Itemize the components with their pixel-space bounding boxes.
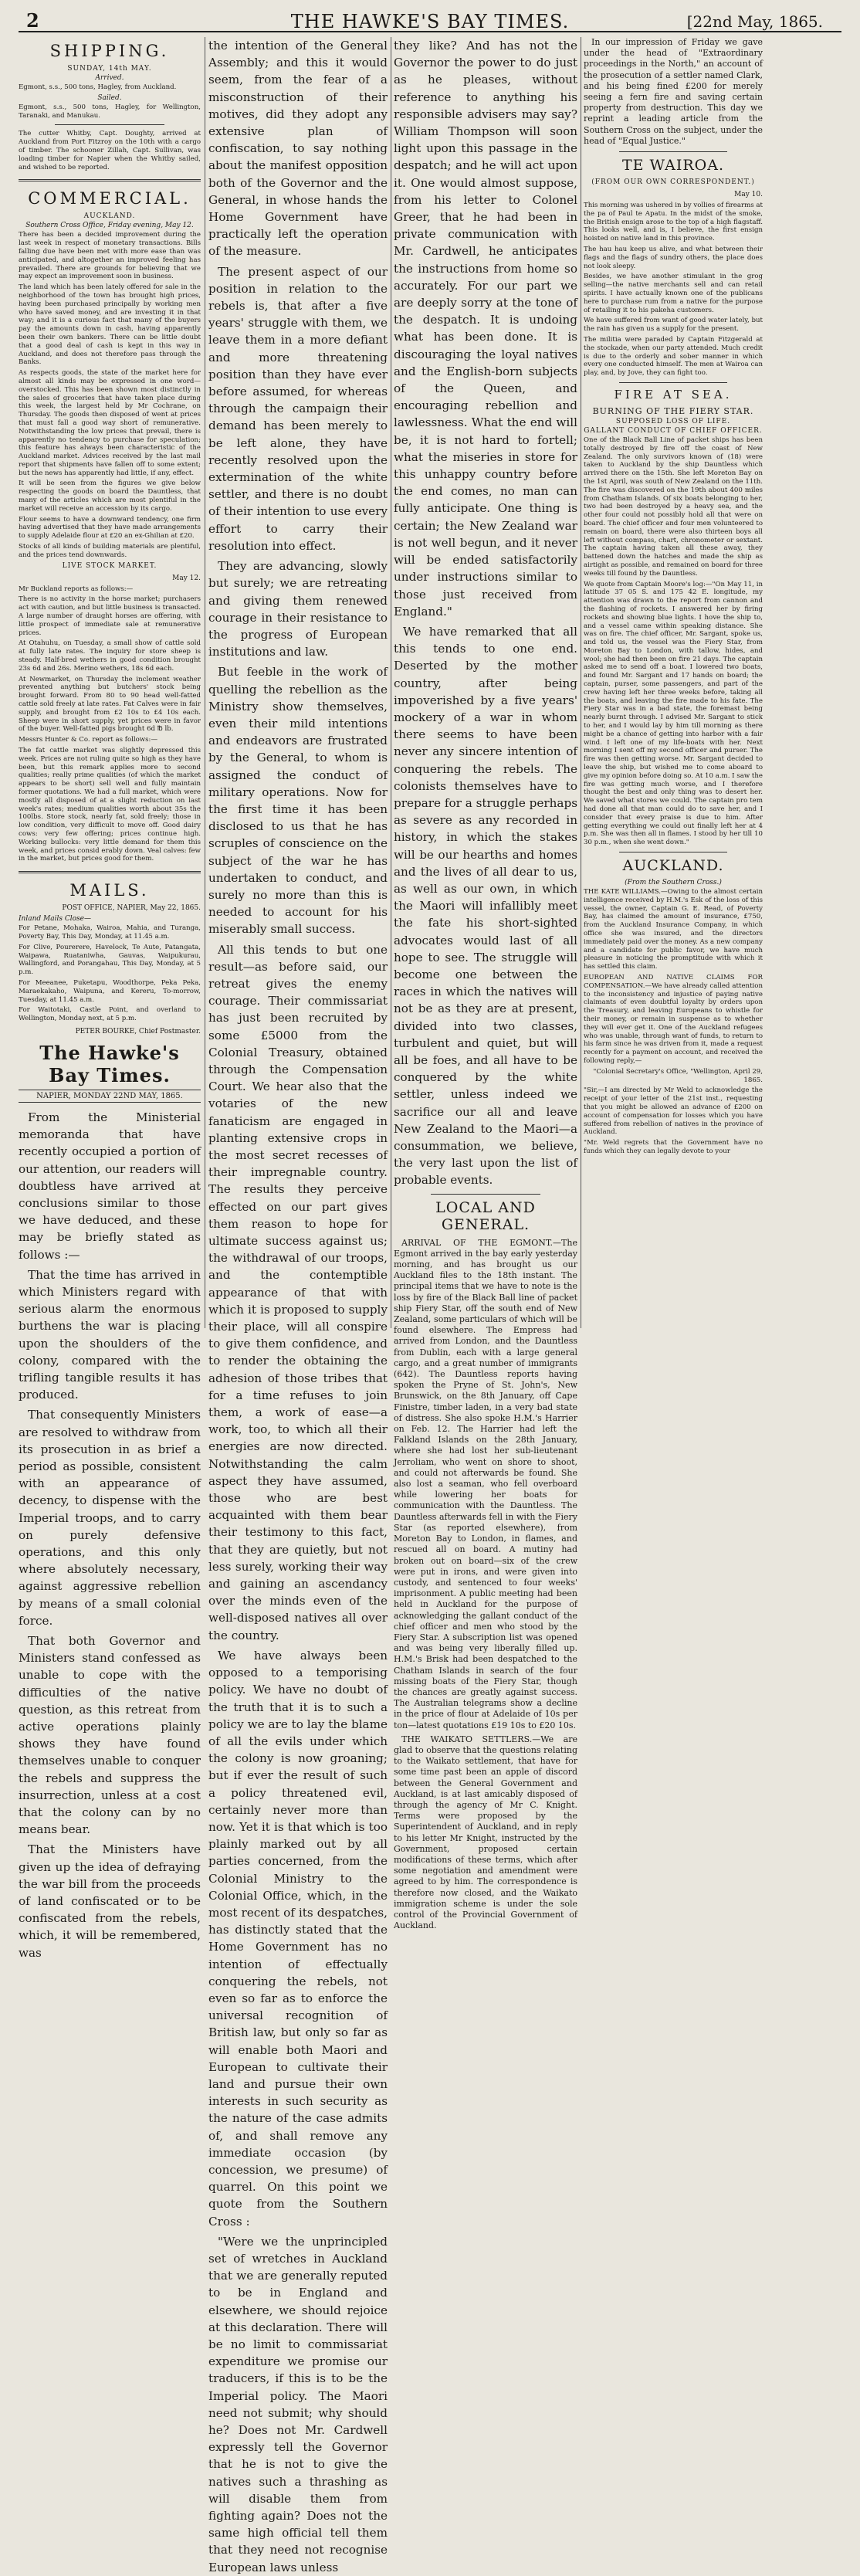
- masthead: [0, 0, 860, 32]
- divider: [19, 871, 201, 873]
- livestock-date: May 12.: [172, 574, 201, 582]
- divider: [19, 179, 201, 181]
- fire-heading: FIRE AT SEA.: [614, 387, 733, 402]
- column-4: [584, 37, 763, 1328]
- auckland-paragraph: EUROPEAN AND NATIVE CLAIMS FOR COMPENSATION.—We have already called attention to the inconsistency and injustice of paying native claimants of even doubtful loyalty by orders upon the Treasury, and leaving Europeans to whistle for their money, or remain in suspense as to whether they will ever get it. One of the Auckland refugees who was unable, through want of funds, to return to his farm since he was driven from it, made a request recently for a payment on account, and received the following reply,—: [584, 973, 763, 1065]
- commercial-heading: COMMERCIAL.: [28, 189, 191, 208]
- mail-item: For Meeanee, Puketapu, Woodthorpe, Peka Peka, Maraekakaho, Waipuna, and Kereru, To-morrow, Tuesday, at 11.45 a.m.: [19, 978, 201, 1004]
- fire-paragraph: One of the Black Ball Line of packet ships has been totally destroyed by fire off the coast of New Zealand. The only survivors known of (18) were taken to Auckland by the ship Dauntless which arrived there on the 15th. She left Moreton Bay on the 1st April, was south of New Zealand on the 11th. The fire was discovered on the 19th about 400 miles from Chatham Islands. Of six boats belonging to her, two had been destroyed by a heavy sea, and the other four could not possibly hold all that were on board. The chief officer and four men volunteered to remain on board, there were also thirteen boys all left without compass, chart, chronometer or sextant. The captain having taken all these away, they battened down the hatches and made the ship as airtight as possible, and remained on board for three weeks till found by the Dauntless.: [584, 436, 763, 578]
- commercial-office: Southern Cross Office, Friday evening, May 12.: [25, 222, 194, 230]
- commercial-paragraph: As respects goods, the state of the market here for almost all kinds may be expressed in one word—overstocked. This has been shown most distinctly in the sales of groceries that have taken place during this week, the largest held by Mr Cochrane, on Thursday. The goods then disposed of went at prices that must fall a good way short of remunerative. Notwithstanding the low prices that prevail, there is apparently no tendency to purchase for speculation; this feature has always been characteristic of the Auckland market. Advices received by the last mail report that shipments have fallen off to some extent; but the news has apparently had little, if any, effect.: [19, 369, 201, 477]
- newspaper-title: THE HAWKE'S BAY TIMES.: [290, 11, 570, 32]
- editorial-paragraph: they like? And has not the Governor the power to do just as he pleases, without reference to anything his responsible advisers may say? William Thompson will soon light upon this passage in the despatch; and he will act upon it. One would almost suppose, from his letter to Colonel Greer, that he had been in private communication with Mr. Cardwell, he anticipates the instructions from home so accurately. For our part we are deeply sorry at the tone of the despatch. It is undoing what has been done. It is discouraging the loyal natives and the English-born subjects of the Queen, and encouraging rebellion and lawlessness. What the end will be, it is not hard to fortell; what the miseries in store for this unhappy country before the end comes, no man can fully anticipate. One thing is certain; the New Zealand war is not well begun, and it never will be ended satisfactorily under instructions similar to those just received from England.": [394, 39, 577, 619]
- arrived-item: Egmont, s.s., 500 tons, Hagley, from Auckland.: [19, 83, 177, 91]
- fire-subheading-2: SUPPOSED LOSS OF LIFE.: [615, 417, 731, 425]
- auckland-paragraph: "Mr. Weld regrets that the Government have no funds which they can legally devote to your: [584, 1139, 763, 1155]
- page-number: 2: [26, 9, 39, 32]
- intro-paragraph: In our impression of Friday we gave under the head of "Extraordinary proceedings in the North," an account of the prosecution of a settler named Clark, and his being fined £200 for merely seeing a fern fire and saving certain property from destruction. This day we reprint a leading article from the Southern Cross on the subject, under the head of "Equal Justice.": [584, 37, 763, 146]
- commercial-paragraph: The land which has been lately offered for sale in the neighborhood of the town has brought high prices, having been purchased principally by working men who have saved money, and are investing it in that way; and it is a curious fact that many of the buyers pay the amounts down in cash, having apparently been their own bankers. There can be little doubt that a good deal of cash is kept in this way in Auckland, and does not therefore pass through the Banks.: [19, 283, 201, 367]
- editorial-masthead: The Hawke's Bay Times.: [39, 1041, 180, 1086]
- divider: [55, 124, 164, 125]
- fire-subheading-3: GALLANT CONDUCT OF CHIEF OFFICER.: [584, 426, 763, 435]
- column-2: [208, 37, 388, 2574]
- editorial-paragraph: "Were we the unprincipled set of wretches in Auckland that we are generally reputed to be in England and elsewhere, we should rejoice at this declaration. There will be no limit to commissariat expenditure we promise our traducers, if this is to be the Imperial policy. The Maori need not submit; why should he? Does not Mr. Cardwell expressly tell the Governor that he is not to give the natives such a thrashing as will disable them from fighting again? Does not the same high official tell them that they need not recognise European laws unless: [208, 2234, 388, 2574]
- livestock-label: LIVE STOCK MARKET.: [62, 561, 157, 570]
- livestock-paragraph: At Otahuhu, on Tuesday, a small show of cattle sold at fully late rates. The inquiry for store sheep is steady. Half-bred wethers in good condition brought 23s 6d and 26s. Merino wethers, 18s 6d each.: [19, 639, 201, 673]
- livestock-paragraph: There is no activity in the horse market; purchasers act with caution, and but little business is transacted. A large number of draught horses are offering, with little prospect of immediate sale at remunerative prices.: [19, 595, 201, 637]
- local-paragraph: ARRIVAL OF THE EGMONT.—The Egmont arrived in the bay early yesterday morning, and has brought us our Auckland files to the 18th instant. The principal items that we have to note is the loss by fire of the Black Ball line of packet ship Fiery Star, off the south end of New Zealand, some particulars of which will be found elsewhere. The Empress had arrived from London, and the Dauntless from Dublin, each with a large general cargo, and a great number of immigrants (642). The Dauntless reports having spoken the Pryne of St. John's, New Brunswick, on the 8th January, off Cape Finistre, timber laden, in a very bad state of distress. She also spoke H.M.'s Harrier on Feb. 12. The Harrier had left the Falkland Islands on the 28th January, where she had lost her sub-lieutenant Jerroliam, who went on shore to shoot, and could not afterwards be found. She also lost a seaman, who fell overboard while lowering her boats for communication with the Dauntless. The Dauntless afterwards fell in with the Fiery Star (as reported elsewhere), from Moreton Bay to London, in flames, and rescued all on board. A mutiny had broken out on board—six of the crew were put in irons, and were given into custody, and sentenced to four weeks' imprisonment. A public meeting had been held in Auckland for the purpose of acknowledging the gallant conduct of the chief officer and men who stood by the Fiery Star. A subscription list was opened and was being very liberally filled up. H.M.'s Brisk had been despatched to the Chatham Islands in search of the four missing boats of the Fiery Star, though the chances are greatly against success. The Australian telegrams show a decline in the price of flour at Adelaide of 10s per ton—latest quotations £19 10s to £20 10s.: [394, 1237, 577, 1730]
- fire-subheading: BURNING OF THE FIERY STAR.: [592, 405, 754, 416]
- fire-paragraph: We quote from Captain Moore's log:—"On May 11, in latitude 37 05 S. and 175 42 E. longitude, my attention was drawn to the report from cannon and the flashing of rockets. I answered her by firing rockets and showing blue lights. I hove the ship to, and a vessel came within speaking distance. She was on fire. The chief officer, Mr. Sargant, spoke us, and told us, the vessel was the Fiery Star, from Moreton Bay to London, with tallow, hides, and wool; she had then been on fire 21 days. The captain asked me to send off a boat. I lowered two boats, and found Mr. Sargant and 17 hands on board; the captain, purser, some passengers, and part of the crew having left her three weeks before, taking all the boats, and leaving the fire made to his fate. The Fiery Star was in a bad state, the foremast being nearly burnt through. I advised Mr. Sargant to stick to her, and I would lay by him till morning as there might be a chance of getting into harbor with a fair wind. I left one of my life-boats with her. Next morning I sent off my second officer and purser. The fire was then getting worse. Mr. Sargant decided to leave the ship, but wished me to come aboard to give my opinion before doing so. At 10 a.m. I saw the fire was getting much worse, and I therefore thought the best and only thing was to desert her. We saved what stores we could. The captain pro tem had done all that man could do to save her, and I consider that every praise is due to him. After getting everything we could out finally left her at 4 p.m. She was then all in flames. I stood by her till 10 30 p.m., when she went down.": [584, 580, 763, 847]
- mail-item: For Clive, Pourerere, Havelock, Te Aute, Patangata, Waipawa, Ruataniwha, Gauvas, Waipukurau, Wallingford, and Porangahau, This Day, Monday, at 5 p.m.: [19, 943, 201, 977]
- mails-label: Inland Mails Close—: [19, 915, 91, 924]
- arrived-label: Arrived.: [95, 74, 124, 82]
- commercial-paragraph: There has been a decided improvement during the last week in respect of monetary transactions. Bills falling due have been met with more ease than was anticipated, and altogether an improved feeling has prevailed. There are grounds for believing that we may expect an improvement soon in business.: [19, 231, 201, 281]
- wairoa-heading: TE WAIROA.: [621, 157, 725, 175]
- editorial-paragraph: We have remarked that all this tends to one end. Deserted by the mother country, after being impoverished by a five years' mockery of a war in whom there seems to have been never any sincere intention of conquering the rebels. The colonists themselves have to prepare for a struggle perhaps as severe as any recorded in history, in which the stakes will be our hearths and homes and the lives of all dear to us, as well as our own, in which the Maori will infallibly meet the fate his short-sighted advocates would last of all hope to see. The struggle will become one between the races in which the natives will not be as they are at present, divided into two classes, turbulent and quiet, but will all be foes, and all have to be conquered by the white settler, unless indeed we sacrifice our all and leave New Zealand to the Maori—a consummation, we believe, the very last upon the list of probable events.: [394, 624, 577, 1188]
- wairoa-date: May 10.: [734, 191, 763, 199]
- shipping-note: The cutter Whitby, Capt. Doughty, arrived at Auckland from Port Fitzroy on the 10th with a cargo of timber. The schooner Zillah, Capt. Sullivan, was loading timber for Napier when the Whitby sailed, and wished to be reported.: [19, 130, 201, 171]
- wairoa-paragraph: Besides, we have another stimulant in the grog selling—the native merchants sell and can retail spirits. I have actually known one of the publicans here to purchase rum from a native for the purpose of retailing it to his pakeha customers.: [584, 273, 763, 314]
- wairoa-paragraph: The militia were paraded by Captain Fitzgerald at the stockade, when our party attended. Much credit is due to the orderly and sober manner in which every one conducted himself. The men at Wairoa can play, and, by Jove, they can fight too.: [584, 335, 763, 378]
- editorial-paragraph: the intention of the General Assembly; and this it would seem, from the fear of a misconstruction of their motives, did they adopt any extensive plan of confiscation, to say nothing about the manifest opposition both of the Governor and the General, in whose hands the Home Government have practically left the operation of the measure.: [208, 39, 388, 259]
- editorial-paragraph: From the Ministerial memoranda that have recently occupied a portion of our attention, our readers will doubtless have arrived at conclusions similar to those we have deduced, and these may be briefly stated as follows :—: [19, 1110, 201, 1262]
- auckland-letterhead: "Colonial Secretary's Office, "Wellington, April 29, 1865.: [593, 1067, 763, 1084]
- shipping-heading: SHIPPING.: [49, 42, 170, 60]
- issue-date: [22nd May, 1865.: [686, 12, 823, 31]
- editorial-paragraph: We have always been opposed to a temporising policy. We have no doubt of the truth that it is to such a policy we are to lay the blame of all the evils under which the colony is now groaning; but if ever the result of such a policy threatened evil, certainly never more than now. Yet it is that which is too plainly marked out by all parties concerned, from the Colonial Ministry to the Colonial Office, which, in the most recent of its despatches, has distinctly stated that the Home Government has no intention of effectually conquering the rebels, not even so far as to enforce the universal recognition of British law, but only so far as will enable both Maori and European to cultivate their land and pursue their own interests in such security as the nature of the case admits of, and shall remove any immediate occasion (by concession, we presume) of quarrel. On this point we quote from the Southern Cross :: [208, 1648, 388, 2229]
- editorial-paragraph: That the time has arrived in which Ministers regard with serious alarm the enormous burthens the war is placing upon the shoulders of the colony, compared with the trifling tangible results it has produced.: [19, 1267, 201, 1402]
- editorial-paragraph: That the Ministers have given up the idea of defraying the war bill from the proceeds of land confiscated or to be confiscated from the rebels, which, it will be remembered, was: [19, 1842, 201, 1960]
- commercial-paragraph: Stocks of all kinds of building materials are plentiful, and the prices tend downwards.: [19, 543, 201, 559]
- wairoa-paragraph: The hau hau keep us alive, and what between their flags and the flags of sundry others, the place does not look sleepy.: [584, 246, 763, 270]
- column-1: [19, 37, 201, 1960]
- mails-office: POST OFFICE, NAPIER, May 22, 1865.: [62, 904, 201, 913]
- editorial-paragraph: That consequently Ministers are resolved to withdraw from its prosecution in as brief a period as possible, consistent with an appearance of decency, to dispense with the Imperial troops, and to carry on purely defensive operations, and this only where absolutely necessary, against aggressive rebellion by means of a small colonial force.: [19, 1408, 201, 1628]
- commercial-paragraph: It will be seen from the figures we give below respecting the goods on board the Dauntless, that many of the articles which are most plentiful in the market will receive an accession by its cargo.: [19, 480, 201, 513]
- livestock-paragraph: The fat cattle market was slightly depressed this week. Prices are not ruling quite so high as they have been, but this remark applies more to second qualities; really prime qualities (of which the market appears to be short) sell well and fully maintain former quotations. We had a full market, which were mostly all disposed of at a slight reduction on last week's rates; medium qualities worth about 35s the 100lbs. Store stock, nearly fat, sold freely; those in low condition, very difficult to move off. Good dairy cows: very few offering; prices continue high. Working bullocks: very little demand for them this week, and prices consid erably down. Veal calves: few in the market, but prices good for them.: [19, 747, 201, 863]
- mail-item: For Petane, Mohaka, Wairoa, Mahia, and Turanga, Poverty Bay, This Day, Monday, at 11.45 a.m.: [19, 924, 201, 941]
- masthead-rule: [19, 31, 841, 32]
- sailed-item: Egmont, s.s., 500 tons, Hagley, for Wellington, Taranaki, and Manukau.: [19, 103, 201, 120]
- editorial-paragraph: All this tends to but one result—as before said, our retreat gives the enemy courage. Their commissariat has just been recruited by some £5000 from the Colonial Treasury, obtained through the Compensation Court. We hear also that the votaries of the new fanaticism are engaged in planting extensive crops in the most secret recesses of their impregnable country. The results they perceive effected on our part gives them reason to hope for ultimate success against us; the withdrawal of our troops, and the contemptible appearance of that with which it is proposed to supply their place, will all conspire to give them confidence, and to render the obtaining the adhesion of those tribes that for a time refuses to join them, a work of ease—a work, too, to which all their energies are now directed. Notwithstanding the calm aspect they have assumed, those who are best acquainted with them bear their testimony to this fact, that they are quietly, but not less surely, working their way and gaining an ascendancy over the minds even of the well-disposed natives all over the country.: [208, 942, 388, 1642]
- wairoa-subheading: (FROM OUR OWN CORRESPONDENT.): [591, 178, 755, 187]
- mail-item: For Waitotaki, Castle Point, and overland to Wellington, Monday next, at 5 p.m.: [19, 1006, 201, 1023]
- livestock-paragraph: Mr Buckland reports as follows:—: [19, 585, 134, 593]
- column-3: [394, 37, 577, 1931]
- editorial-date: NAPIER, MONDAY 22ND MAY, 1865.: [19, 1090, 201, 1103]
- editorial-paragraph: That both Governor and Ministers stand confessed as unable to cope with the difficulties of the native question, as this retreat from active operations plainly shows they have found themselves unable to conquer the rebels and suppress the insurrection, unless at a cost that the colony can by no means bear.: [19, 1634, 201, 1837]
- auckland-paragraph: "Sir,—I am directed by Mr Weld to acknowledge the receipt of your letter of the 21st inst., requesting that you might be allowed an advance of £200 on account of compensation for losses which you have suffered from rebellion of natives in the province of Auckland.: [584, 1086, 763, 1137]
- livestock-paragraph: At Newmarket, on Thursday the inclement weather prevented anything but butchers' stock being brought forward. From 80 to 90 head well-fatted cattle sold freely at late rates. Fat Calves were in fair supply, and brought from £2 10s to £4 10s each. Sheep were in short supply, yet prices were in favor of the buyer. Well-fatted pigs brought 6d ℔ lb.: [19, 675, 201, 734]
- auckland-paragraph: THE KATE WILLIAMS.—Owing to the almost certain intelligence received by H.M.'s Esk of the loss of this vessel, the owner, Captain G. E. Read, of Poverty Bay, has claimed the amount of insurance, £750, from the Auckland Insurance Company, in which office she was insured, and the directors immediately paid over the money. As a new company and a candidate for public favor, we have much pleasure in noticing the promptitude with which it has settled this claim.: [584, 888, 763, 971]
- shipping-date: SUNDAY, 14th MAY.: [67, 65, 152, 73]
- divider: [619, 151, 726, 152]
- local-paragraph: THE WAIKATO SETTLERS.—We are glad to observe that the questions relating to the Waikato settlement, that have for some time past been an apple of discord between the General Government and Auckland, is at last amicably disposed of through the agency of Mr C. Knight. Terms were proposed by the Superintendent of Auckland, and in reply to his letter Mr Knight, instructed by the Government, proposed certain modifications of these terms, which after some negotiation and amendment were agreed to by him. The correspondence is therefore now closed, and the Waikato immigration scheme is under the sole control of the Provincial Government of Auckland.: [394, 1734, 577, 1931]
- editorial-paragraph: They are advancing, slowly but surely; we are retreating and giving them renewed courage in their resistance to the progress of European institutions and law.: [208, 559, 388, 659]
- commercial-paragraph: Flour seems to have a downward tendency, one firm having advertised that they have made arrangements to supply Adelaide flour at £20 an ex-Ghilian at £20.: [19, 515, 201, 541]
- postmaster-signature: PETER BOURKE, Chief Postmaster.: [75, 1027, 201, 1035]
- sailed-label: Sailed.: [97, 93, 122, 102]
- livestock-paragraph: Messrs Hunter & Co. report as follows:—: [19, 736, 158, 744]
- auckland-source: (From the Southern Cross.): [625, 879, 722, 887]
- editorial-paragraph: The present aspect of our position in relation to the rebels is, that after a five years' struggle with them, we leave them in a more defiant and more threatening position than they have ever before assumed, for whereas through the campaign their demand has been merely to be left alone, they have recently resolved upon the extermination of the white settler, and there is no doubt of their intention to use every effort to carry their resolution into effect.: [208, 264, 388, 553]
- wairoa-paragraph: This morning was ushered in by vollies of firearms at the pa of Paul te Apatu. In the midst of the smoke, the British ensign arose to the top of a high flagstaff. This looks well, and is, I believe, the first ensign hoisted on native land in this province.: [584, 202, 763, 243]
- divider: [431, 1194, 541, 1195]
- local-heading: LOCAL AND GENERAL.: [435, 1198, 536, 1233]
- wairoa-paragraph: We have suffered from want of good water lately, but the rain has given us a supply for the present.: [584, 317, 763, 334]
- editorial-paragraph: But feeble in the work of quelling the rebellion as the Ministry show themselves, even their mild intentions and endeavors are frustrated by the General, to whom is assigned the conduct of military operations. Now for the first time it has been disclosed to us that he has scruples of conscience on the subject of the war he has undertaken to conduct, and surely no more than this is needed to account for his miserably small success.: [208, 665, 388, 937]
- mails-heading: MAILS.: [69, 881, 150, 900]
- commercial-place: AUCKLAND.: [83, 212, 136, 221]
- auckland-heading: AUCKLAND.: [622, 857, 724, 875]
- divider: [619, 382, 726, 383]
